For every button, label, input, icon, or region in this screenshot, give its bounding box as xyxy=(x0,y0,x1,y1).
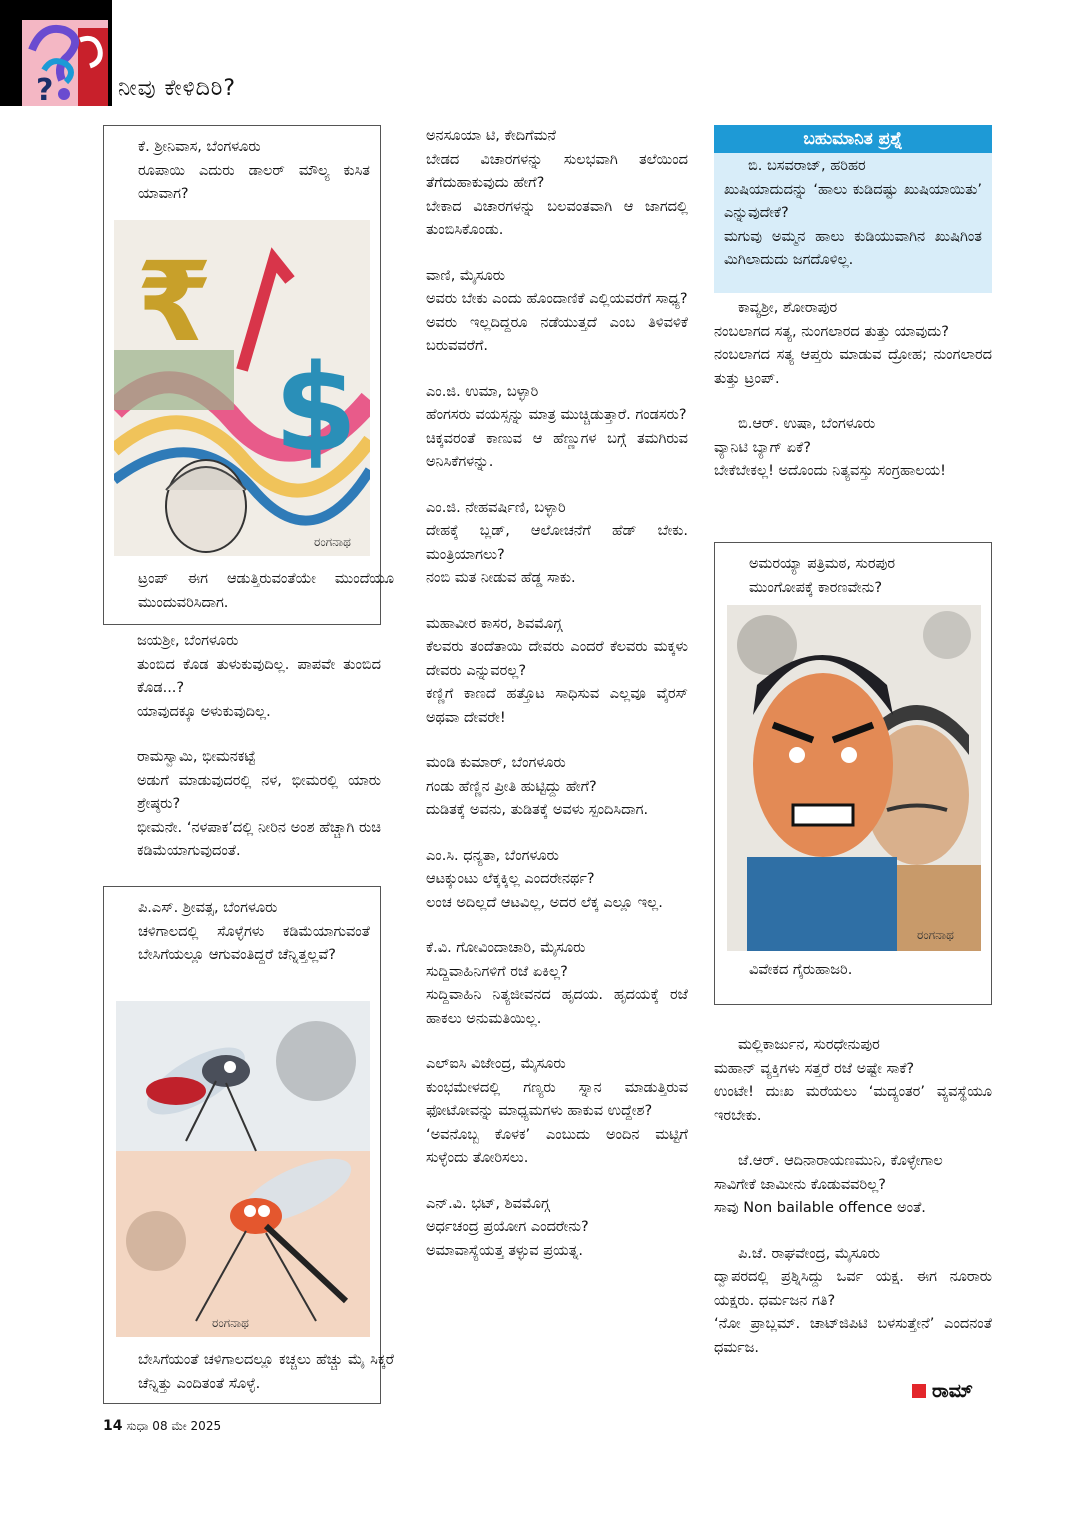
red-square-icon xyxy=(912,1384,926,1398)
question-text: ಮುಂಗೋಪಕ್ಕೆ ಕಾರಣವೇನು? xyxy=(749,579,883,596)
questioner-name: ಮಂಡಿ ಕುಮಾರ್, ಬೆಂಗಳೂರು xyxy=(426,755,566,771)
question-text: ಸುದ್ದಿವಾಹಿನಿಗಳಿಗೆ ರಜೆ ಏಕಿಲ್ಲ? xyxy=(426,963,568,980)
answer-text: ‘ನೋ ಪ್ರಾಬ್ಲಮ್. ಚಾಟ್‌ಜಿಪಿಟಿ ಬಳಸುತ್ತೇನೆ’ ಎಂದನಂತೆ ಧರ್ಮಜ. xyxy=(714,1316,992,1356)
questioner-name: ಜೆ.ಆರ್. ಆದಿನಾರಾಯಣಮುನಿ, ಕೊಳ್ಳೇಗಾಲ xyxy=(738,1153,943,1169)
question-text: ಆಟಕ್ಕುಂಟು ಲೆಕ್ಕಕ್ಕಿಲ್ಲ ಎಂದರೇನರ್ಥ? xyxy=(426,871,595,887)
qa-item xyxy=(402,381,688,475)
answer-text: ಮಗುವು ಅಮ್ಮನ ಹಾಲು ಕುಡಿಯುವಾಗಿನ ಖುಷಿಗಿಂತ ಮಿಗಿಲಾದುದು ಜಗದೊಳಿಲ್ಲ. xyxy=(724,228,982,268)
questioner-name: ಮಹಾವೀರ ಕಾಸರ, ಶಿವಮೊಗ್ಗ xyxy=(426,615,563,632)
qa-item xyxy=(402,265,688,359)
magazine-issue: ಸುಧಾ 08 ಮೇ 2025 xyxy=(126,1419,222,1433)
prize-question-box xyxy=(714,125,992,293)
question-text: ಕುಂಭಮೇಳದಲ್ಲಿ ಗಣ್ಯರು ಸ್ನಾನ ಮಾಡುತ್ತಿರುವ ಫೋಟೋವನ್ನು ಮಾಧ್ಯಮಗಳು ಹಾಕುವ ಉದ್ದೇಶ? xyxy=(426,1079,688,1119)
column-3-questions-bottom xyxy=(714,1034,992,1382)
answer-text: ಲಂಚ ಅದಿಲ್ಲದೆ ಆಟವಿಲ್ಲ, ಅದರ ಲೆಕ್ಕ ಎಲ್ಲೂ ಇಲ್ಲ. xyxy=(426,894,663,911)
questioner-name: ಎಲ್ಐಸಿ ವಿಜೇಂದ್ರ, ಮೈಸೂರು xyxy=(426,1056,566,1072)
prize-question-heading: ಬಹುಮಾನಿತ ಪ್ರಶ್ನೆ xyxy=(714,125,992,153)
answer-text: ಬೇಕಾದ ವಿಚಾರಗಳನ್ನು ಬಲವಂತವಾಗಿ ಆ ಜಾಗದಲ್ಲಿ ತುಂಬಿಸಿಕೊಂಡು. xyxy=(426,198,688,238)
artist-signature: ರಂಗನಾಥ xyxy=(917,928,954,942)
caption: ಟ್ರಂಪ್ ಈಗ ಆಡುತ್ತಿರುವಂತೆಯೇ ಮುಂದೆಯೂ ಮುಂದುವರಿಸಿದಾಗ. xyxy=(138,571,394,611)
answer-text: ದುಡಿತಕ್ಕೆ ಅವನು, ತುಡಿತಕ್ಕೆ ಅವಳು ಸ್ಪಂದಿಸಿದಾಗ. xyxy=(426,802,649,818)
qa-box-anger xyxy=(714,542,992,1005)
questioner-name: ಅಮರಯ್ಯಾ ಪತ್ರಿಮಠ, ಸುರಪುರ xyxy=(749,556,895,572)
question-text: ವ್ಯಾನಿಟಿ ಬ್ಯಾಗ್ ಏಕೆ? xyxy=(714,439,811,456)
questioner-name: ಎಂ.ಜಿ. ನೇಹವರ್ಷಿಣಿ, ಬಳ್ಳಾರಿ xyxy=(426,499,566,516)
answer-text: ಅವರು ಇಲ್ಲದಿದ್ದರೂ ನಡೆಯುತ್ತದೆ ಎಂಬ ತಿಳಿವಳಿಕೆ ಬರುವವರೆಗೆ. xyxy=(426,314,688,354)
question-text: ಅರ್ಧಚಂದ್ರ ಪ್ರಯೋಗ ಎಂದರೇನು? xyxy=(426,1219,589,1235)
caption: ಬೇಸಿಗೆಯಂತೆ ಚಳಿಗಾಲದಲ್ಲೂ ಕಚ್ಚಲು ಹೆಚ್ಚು ಮೈ ಸಿಕ್ಕರೆ ಚೆನ್ನಿತ್ತು ಎಂದಿತಂತೆ ಸೊಳ್ಳೆ. xyxy=(138,1352,394,1392)
qa-item xyxy=(113,630,381,724)
questioner-name: ಪಿ.ಎಸ್. ಶ್ರೀವತ್ಸ, ಬೆಂಗಳೂರು xyxy=(138,900,278,916)
question-text: ಸಾವಿಗೇಕೆ ಜಾಮೀನು ಕೊಡುವವರಿಲ್ಲ? xyxy=(714,1176,886,1193)
question-text: ಹೆಂಗಸರು ವಯಸ್ಸನ್ನು ಮಾತ್ರ ಮುಚ್ಚಿಡುತ್ತಾರೆ. ಗಂಡಸರು? xyxy=(426,407,687,423)
questioner-name: ಕೆ.ವಿ. ಗೋವಿಂದಾಚಾರಿ, ಮೈಸೂರು xyxy=(426,940,586,956)
question-text: ತುಂಬಿದ ಕೊಡ ತುಳುಕುವುದಿಲ್ಲ. ಪಾಪವೇ ತುಂಬಿದ ಕೊಡ...? xyxy=(137,656,381,696)
qa-item xyxy=(402,1193,688,1264)
qa-item xyxy=(402,125,688,243)
questioner-name: ಎನ್.ವಿ. ಭಟ್, ಶಿವಮೊಗ್ಗ xyxy=(426,1195,550,1212)
svg-text:₹: ₹ xyxy=(136,238,213,366)
qa-box-rupee xyxy=(103,125,394,625)
caption: ವಿವೇಕದ ಗೈರುಹಾಜರಿ. xyxy=(749,962,853,978)
rupee-dollar-illustration xyxy=(114,220,370,556)
qa-item xyxy=(402,845,688,916)
svg-text:$: $ xyxy=(274,340,358,479)
qa-box-mosquito xyxy=(103,886,394,1404)
qa-item xyxy=(402,937,688,1031)
answer-text: ಚಿಕ್ಕವರಂತೆ ಕಾಣುವ ಆ ಹೆಣ್ಣುಗಳ ಬಗ್ಗೆ ತಮಗಿರುವ ಅನಿಸಿಕೆಗಳನ್ನು. xyxy=(426,430,688,470)
answer-text: ‘ಅವನೊಬ್ಬ ಕೊಳಕ’ ಎಂಬುದು ಅಂದಿನ ಮಟ್ಟಿಗೆ ಸುಳ್ಳೆಂದು ತೋರಿಸಲು. xyxy=(426,1126,688,1166)
question-text: ರೂಪಾಯಿ ಎದುರು ಡಾಲರ್ ಮೌಲ್ಯ ಕುಸಿತ ಯಾವಾಗ? xyxy=(138,162,370,202)
questioner-name: ಕಾವ್ಯಶ್ರೀ, ಶೋರಾಪುರ xyxy=(738,300,838,316)
questioner-name: ಅನಸೂಯಾ ಟಿ, ಕೇದಿಗೆಮನೆ xyxy=(426,128,557,144)
questioner-name: ಎಂ.ಸಿ. ಧನ್ಯತಾ, ಬೆಂಗಳೂರು xyxy=(426,847,559,864)
answer-text: ನಂಬಿ ಮತ ನೀಡುವ ಹೆಡ್ಡ ಸಾಕು. xyxy=(426,570,576,586)
qa-item xyxy=(402,613,688,731)
questioner-name: ಜಯಶ್ರೀ, ಬೆಂಗಳೂರು xyxy=(137,633,239,649)
question-text: ಚಳಿಗಾಲದಲ್ಲಿ ಸೊಳ್ಳೆಗಳು ಕಡಿಮೆಯಾಗುವಂತೆ ಬೇಸಿಗೆಯಲ್ಲೂ ಆಗುವಂತಿದ್ದರೆ ಚೆನ್ನಿತ್ತಲ್ಲವೆ? xyxy=(138,923,370,963)
qa-item xyxy=(714,297,992,391)
artist-signature: ರಂಗನಾಥ xyxy=(212,1316,249,1330)
question-text: ಅಡುಗೆ ಮಾಡುವುದರಲ್ಲಿ ನಳ, ಭೀಮರಲ್ಲಿ ಯಾರು ಶ್ರೇಷ್ಠರು? xyxy=(137,772,381,812)
questioner-name: ರಾಮಸ್ವಾಮಿ, ಭೀಮನಕಟ್ಟೆ xyxy=(137,749,256,765)
page-footer xyxy=(103,1418,221,1434)
question-text: ನಂಬಲಾಗದ ಸತ್ಯ, ನುಂಗಲಾರದ ತುತ್ತು ಯಾವುದು? xyxy=(714,323,949,340)
qa-item xyxy=(113,746,381,864)
angry-man-illustration xyxy=(727,605,981,951)
question-text: ದ್ವಾಪರದಲ್ಲಿ ಪ್ರಶ್ನಿಸಿದ್ದು ಒರ್ವ ಯಕ್ಷ. ಈಗ ನೂರಾರು ಯಕ್ಷರು. ಧರ್ಮಜನ ಗತಿ? xyxy=(714,1269,992,1309)
column-1-questions xyxy=(113,630,381,886)
answer-text: ಭೀಮನೇ. ‘ನಳಪಾಕ’ದಲ್ಲಿ ನೀರಿನ ಅಂಶ ಹೆಚ್ಚಾಗಿ ರುಚಿ ಕಡಿಮೆಯಾಗುವುದಂತೆ. xyxy=(137,819,381,859)
question-text: ಅವರು ಬೇಕು ಎಂದು ಹೊಂದಾಣಿಕೆ ಎಲ್ಲಿಯವರೆಗೆ ಸಾಧ್ಯ? xyxy=(426,291,688,307)
question-text: ಕೆಲವರು ತಂದೆತಾಯಿ ದೇವರು ಎಂದರೆ ಕೆಲವರು ಮಕ್ಕಳು ದೇವರು ಎನ್ನುವರಲ್ಲ? xyxy=(426,639,688,679)
questioner-name: ವಾಣಿ, ಮೈಸೂರು xyxy=(426,267,506,284)
questioner-name: ಮಲ್ಲಿಕಾರ್ಜುನ, ಸುರಧೇನುಪುರ xyxy=(738,1037,880,1053)
questioner-name: ಎಂ.ಜಿ. ಉಮಾ, ಬಳ್ಳಾರಿ xyxy=(426,383,539,400)
answer-text: ಉಂಟೇ! ದುಃಖ ಮರೆಯಲು ‘ಮದ್ಯಂತರ’ ವ್ಯವಸ್ಥೆಯೂ ಇರಬೇಕು. xyxy=(714,1084,992,1124)
question-text: ಗಂಡು ಹೆಣ್ಣಿನ ಪ್ರೀತಿ ಹುಟ್ಟಿದ್ದು ಹೇಗೆ? xyxy=(426,778,597,795)
answer-text: ಯಾವುದಕ್ಕೂ ಅಳುಕುವುದಿಲ್ಲ. xyxy=(137,703,271,720)
answer-text: ಬೇಕೆಬೇಕಲ್ಲ! ಅದೊಂದು ನಿತ್ಯವಸ್ತು ಸಂಗ್ರಹಾಲಯ! xyxy=(714,463,946,479)
questioner-name: ಕೆ. ಶ್ರೀನಿವಾಸ, ಬೆಂಗಳೂರು xyxy=(138,139,261,155)
question-text: ಮಹಾನ್ ವ್ಯಕ್ತಿಗಳು ಸತ್ತರೆ ರಜೆ ಅಷ್ಟೇ ಸಾಕೆ? xyxy=(714,1060,915,1077)
qa-item xyxy=(402,497,688,591)
section-title: ನೀವು ಕೇಳಿದಿರಿ? xyxy=(118,76,237,101)
author-name: ರಾಮ್ xyxy=(932,1380,973,1402)
column-2-questions xyxy=(402,125,688,1285)
answer-text: ಅಮಾವಾಸ್ಯೆಯತ್ತ ತಳ್ಳುವ ಪ್ರಯತ್ನ. xyxy=(426,1242,583,1259)
qa-item xyxy=(714,413,992,484)
questioner-name: ಪಿ.ಜೆ. ರಾಘವೇಂದ್ರ, ಮೈಸೂರು xyxy=(738,1245,880,1262)
artist-signature: ರಂಗನಾಥ xyxy=(314,535,351,549)
question-text: ಖುಷಿಯಾದುದನ್ನು ‘ಹಾಲು ಕುಡಿದಷ್ಟು ಖುಷಿಯಾಯಿತು’ ಎನ್ನುವುದೇಕೆ? xyxy=(724,181,982,221)
column-3-questions-top xyxy=(714,297,992,506)
question-mark-logo xyxy=(22,20,108,106)
question-text: ದೇಹಕ್ಕೆ ಬ್ಲಡ್, ಆಲೋಚನೆಗೆ ಹೆಡ್ ಬೇಕು. ಮಂತ್ರಿಯಾಗಲು? xyxy=(426,523,688,563)
page-number: 14 xyxy=(103,1418,123,1434)
qa-item xyxy=(402,752,688,823)
questioner-name: ಬಿ. ಬಸವರಾಜ್, ಹರಿಹರ xyxy=(748,158,866,174)
qa-item xyxy=(714,1243,992,1361)
qa-item xyxy=(714,1034,992,1128)
questioner-name: ಬಿ.ಆರ್. ಉಷಾ, ಬೆಂಗಳೂರು xyxy=(738,416,876,432)
answer-text: ಸಾವು Non bailable offence ಅಂತೆ. xyxy=(714,1200,926,1216)
qa-item xyxy=(714,1150,992,1221)
svg-text:?: ? xyxy=(36,73,54,106)
answer-text: ಸುದ್ದಿವಾಹಿನಿ ನಿತ್ಯಜೀವನದ ಹೃದಯ. ಹೃದಯಕ್ಕೆ ರಜೆ ಹಾಕಲು ಅನುಮತಿಯಿಲ್ಲ. xyxy=(426,987,688,1027)
mosquito-illustration xyxy=(116,1001,370,1337)
qa-item xyxy=(402,1053,688,1171)
answer-text: ನಂಬಲಾಗದ ಸತ್ಯ ಆಪ್ತರು ಮಾಡುವ ದ್ರೋಹ; ನುಂಗಲಾರದ ತುತ್ತು ಟ್ರಂಪ್. xyxy=(714,347,992,387)
answer-text: ಕಣ್ಣಿಗೆ ಕಾಣದೆ ಹತ್ತೊಟ ಸಾಧಿಸುವ ಎಲ್ಲವೂ ವೈರಸ್ ಅಥವಾ ದೇವರೇ! xyxy=(426,686,688,726)
author-signature xyxy=(912,1380,973,1402)
question-text: ಬೇಡದ ವಿಚಾರಗಳನ್ನು ಸುಲಭವಾಗಿ ತಲೆಯಿಂದ ತೆಗೆದುಹಾಕುವುದು ಹೇಗೆ? xyxy=(426,151,688,191)
